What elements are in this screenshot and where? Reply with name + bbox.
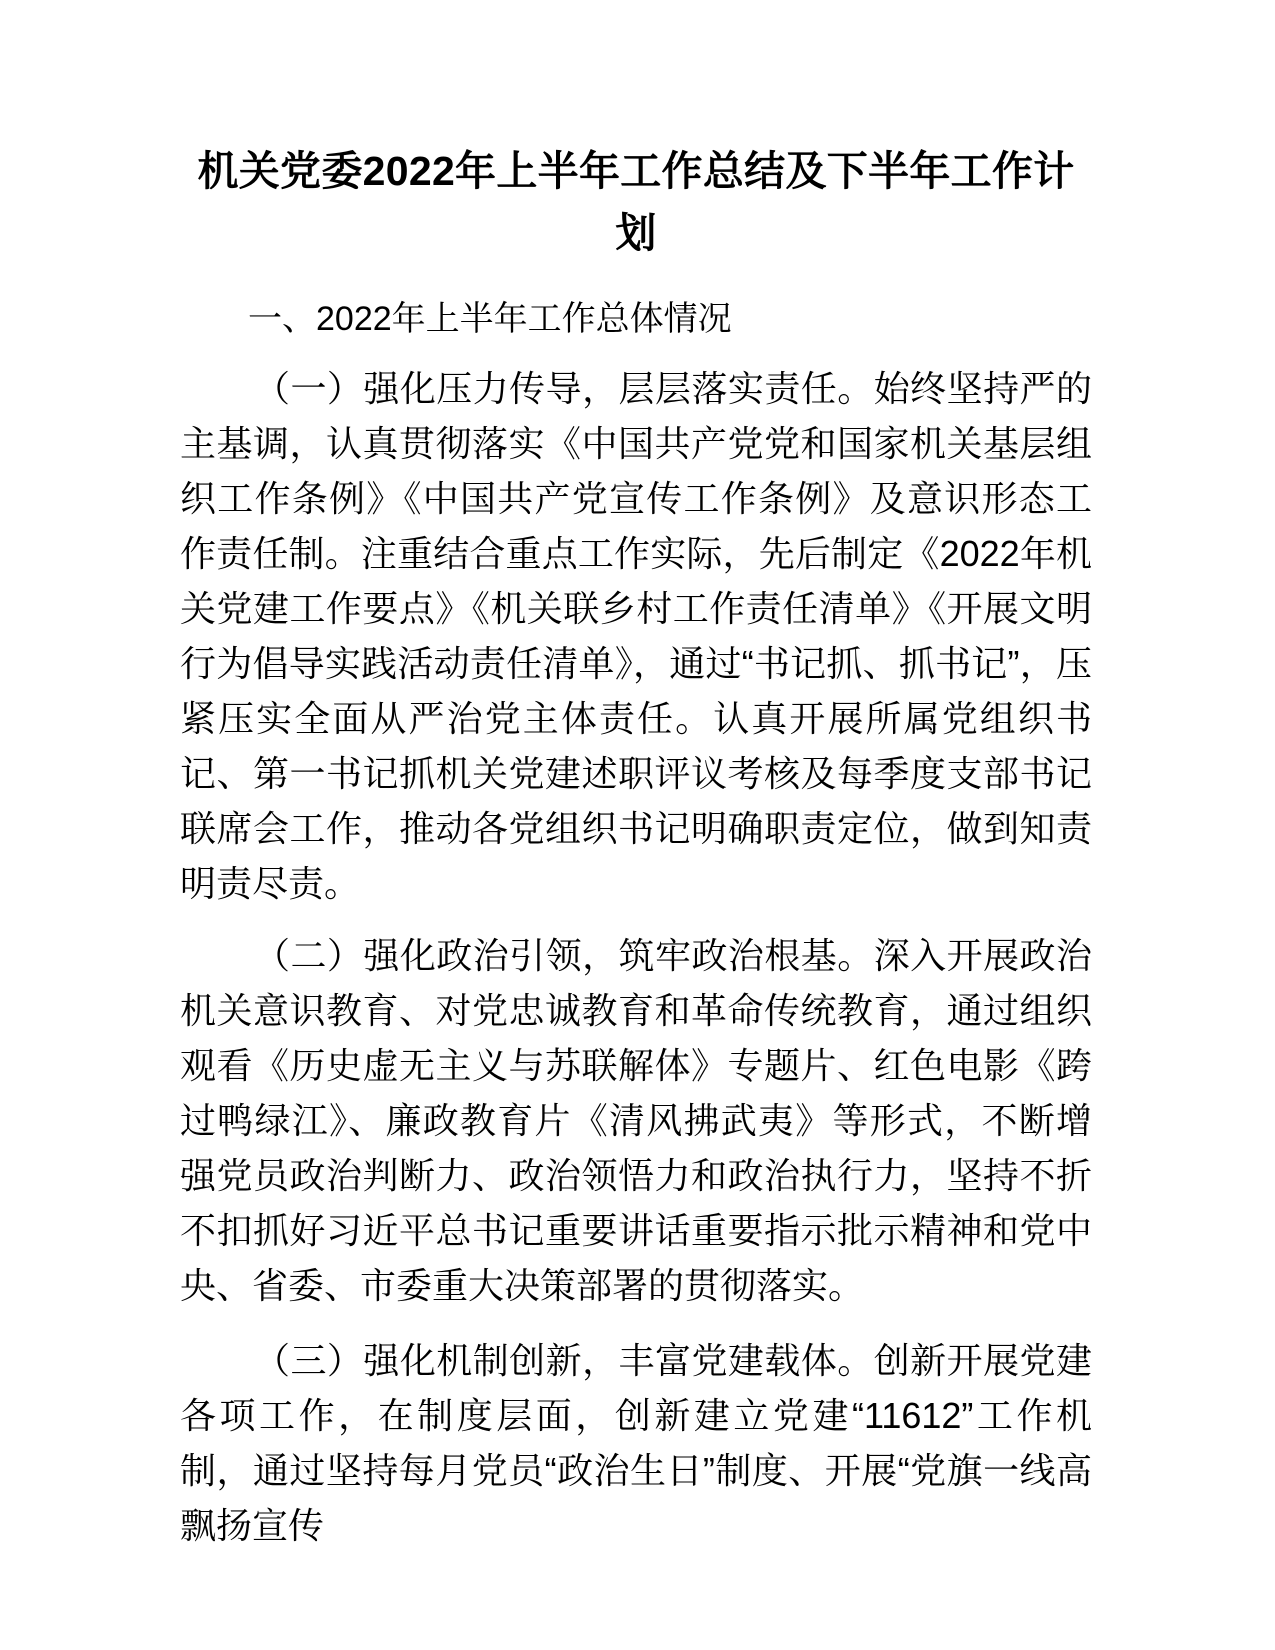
document-content (180, 0, 1092, 1553)
paragraph-one: （一）强化压力传导，层层落实责任。始终坚持严的主基调，认真贯彻落实《中国共产党党和国家机关基层组织工作条例》《中国共产党宣传工作条例》及意识形态工作责任制。注重结合重点工作实际，先后制定《2022年机关党建工作要点》《机关联乡村工作责任清单》《开展文明行为倡导实践活动责任清单》，通过“书记抓、抓书记”，压紧压实全面从严治党主体责任。认真开展所属党组织书记、第一书记抓机关党建述职评议考核及每季度支部书记联席会工作，推动各党组织书记明确职责定位，做到知责明责尽责。 (180, 368, 1092, 904)
paragraph-three: （三）强化机制创新，丰富党建载体。创新开展党建各项工作，在制度层面，创新建立党建“11612”工作机制，通过坚持每月党员“政治生日”制度、开展“党旗一线高飘扬宣传 (180, 1340, 1092, 1546)
paragraph-two: （二）强化政治引领，筑牢政治根基。深入开展政治机关意识教育、对党忠诚教育和革命传统教育，通过组织观看《历史虚无主义与苏联解体》专题片、红色电影《跨过鸭绿江》、廉政教育片《清风拂武夷》等形式，不断增强党员政治判断力、政治领悟力和政治执行力，坚持不折不扣抓好习近平总书记重要讲话重要指示批示精神和党中央、省委、市委重大决策部署的贯彻落实。 (180, 935, 1092, 1306)
section-heading-one: 一、2022年上半年工作总体情况 (248, 300, 732, 338)
document-title: 机关党委2022年上半年工作总结及下半年工作计划 (197, 148, 1075, 256)
